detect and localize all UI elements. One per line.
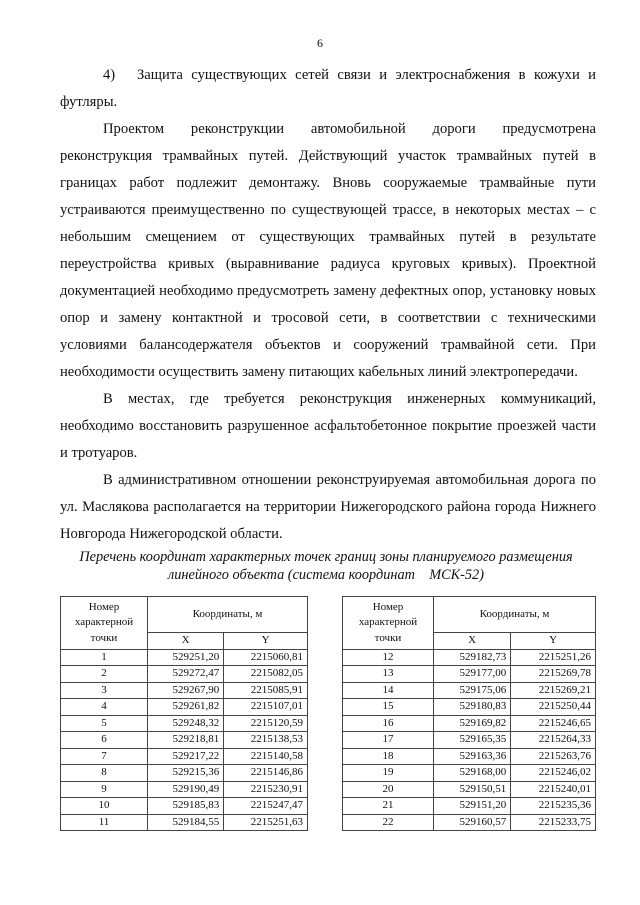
header-coords: Координаты, м [434,597,596,633]
y-coordinate-cell: 2215251,63 [224,814,308,831]
y-coordinate-cell: 2215060,81 [224,649,308,666]
y-coordinate-cell: 2215246,02 [511,765,596,782]
y-coordinate-cell: 2215264,33 [511,732,596,749]
table-row [343,699,596,716]
list-item-paragraph [60,62,596,116]
table-row [61,649,308,666]
point-number-cell: 17 [343,732,434,749]
point-number-cell: 7 [61,748,148,765]
y-coordinate-cell: 2215269,78 [511,666,596,683]
list-item-number: 4) [103,67,116,83]
x-coordinate-cell: 529163,36 [434,748,511,765]
point-number-cell: 3 [61,682,148,699]
y-coordinate-cell: 2215269,21 [511,682,596,699]
point-number-cell: 6 [61,732,148,749]
x-coordinate-cell: 529217,22 [148,748,224,765]
y-coordinate-cell: 2215247,47 [224,798,308,815]
table-row [343,666,596,683]
y-coordinate-cell: 2215233,75 [511,814,596,831]
x-coordinate-cell: 529175,06 [434,682,511,699]
x-coordinate-cell: 529182,73 [434,649,511,666]
point-number-cell: 15 [343,699,434,716]
point-number-cell: 11 [61,814,148,831]
x-coordinate-cell: 529165,35 [434,732,511,749]
point-number-cell: 5 [61,715,148,732]
x-coordinate-cell: 529215,36 [148,765,224,782]
point-number-cell: 2 [61,666,148,683]
y-coordinate-cell: 2215263,76 [511,748,596,765]
y-coordinate-cell: 2215235,36 [511,798,596,815]
point-number-cell: 19 [343,765,434,782]
table-row [61,765,308,782]
table-row [343,715,596,732]
x-coordinate-cell: 529177,00 [434,666,511,683]
table-row [61,666,308,683]
table-caption-line: Перечень координат характерных точек границ зоны планируемого размещения [79,549,573,565]
x-coordinate-cell: 529190,49 [148,781,224,798]
y-coordinate-cell: 2215250,44 [511,699,596,716]
table-row [61,814,308,831]
y-coordinate-cell: 2215082,05 [224,666,308,683]
y-coordinate-cell: 2215240,01 [511,781,596,798]
header-x: X [148,633,224,650]
point-number-cell: 22 [343,814,434,831]
coordinates-table-left [60,596,308,831]
page-number: 6 [317,36,323,50]
x-coordinate-cell: 529160,57 [434,814,511,831]
header-y: Y [511,633,596,650]
x-coordinate-cell: 529150,51 [434,781,511,798]
x-coordinate-cell: 529267,90 [148,682,224,699]
header-y: Y [224,633,308,650]
x-coordinate-cell: 529168,00 [434,765,511,782]
y-coordinate-cell: 2215120,59 [224,715,308,732]
y-coordinate-cell: 2215251,26 [511,649,596,666]
table-row [61,682,308,699]
table-row [343,765,596,782]
point-number-cell: 21 [343,798,434,815]
table-row [343,732,596,749]
coordinates-table-right [342,596,596,831]
point-number-cell: 14 [343,682,434,699]
paragraph: В местах, где требуется реконструкция инженерных коммуникаций, необходимо восстановить разрушенное асфальтобетонное покрытие проезжей части и тротуаров. [60,391,596,461]
y-coordinate-cell: 2215246,65 [511,715,596,732]
table-row [343,798,596,815]
table-caption [56,548,596,584]
table-row [343,649,596,666]
x-coordinate-cell: 529272,47 [148,666,224,683]
y-coordinate-cell: 2215140,58 [224,748,308,765]
point-number-cell: 10 [61,798,148,815]
header-coords: Координаты, м [148,597,308,633]
x-coordinate-cell: 529151,20 [434,798,511,815]
table-row [61,748,308,765]
y-coordinate-cell: 2215138,53 [224,732,308,749]
x-coordinate-cell: 529180,83 [434,699,511,716]
point-number-cell: 9 [61,781,148,798]
x-coordinate-cell: 529184,55 [148,814,224,831]
point-number-cell: 20 [343,781,434,798]
point-number-cell: 12 [343,649,434,666]
table-row [343,682,596,699]
x-coordinate-cell: 529261,82 [148,699,224,716]
table-row [343,814,596,831]
paragraph: В административном отношении реконструируемая автомобильная дорога по ул. Маслякова располагается на территории Нижегородского района города Нижнего Новгорода Нижегородской области. [60,472,596,542]
header-x: X [434,633,511,650]
y-coordinate-cell: 2215107,01 [224,699,308,716]
table-row [343,748,596,765]
header-point: Номер характерной точки [61,597,148,650]
x-coordinate-cell: 529248,32 [148,715,224,732]
x-coordinate-cell: 529169,82 [434,715,511,732]
x-coordinate-cell: 529185,83 [148,798,224,815]
point-number-cell: 16 [343,715,434,732]
x-coordinate-cell: 529251,20 [148,649,224,666]
y-coordinate-cell: 2215085,91 [224,682,308,699]
point-number-cell: 13 [343,666,434,683]
point-number-cell: 18 [343,748,434,765]
paragraph-text: Защита существующих сетей связи и электроснабжения в кожухи и футляры. [60,67,596,110]
table-row [61,781,308,798]
table-caption-line: линейного объекта (система координат МСК-52) [168,567,484,583]
table-row [61,732,308,749]
table-row [61,715,308,732]
header-point: Номер характерной точки [343,597,434,650]
table-row [343,781,596,798]
y-coordinate-cell: 2215230,91 [224,781,308,798]
point-number-cell: 4 [61,699,148,716]
body-text [60,62,596,548]
point-number-cell: 1 [61,649,148,666]
x-coordinate-cell: 529218,81 [148,732,224,749]
table-row [61,798,308,815]
paragraph: Проектом реконструкции автомобильной дороги предусмотрена реконструкция трамвайных путей. Действующий участок трамвайных путей в границах работ подлежит демонтажу. Вновь сооружаемые трамвайные пути устраиваются преимущественно по существующей трассе, в некоторых местах – с небольшим смещением от существующих трамвайных путей в результате переустройства кривых (выравнивание радиуса круговых кривых). Проектной документацией необходимо предусмотреть замену дефектных опор, установку новых опор и замену контактной и тросовой сети, в соответствии с техническими условиями балансодержателя объектов и сооружений трамвайной сети. При необходимости осуществить замену питающих кабельных линий электропередачи. [60,121,596,380]
point-number-cell: 8 [61,765,148,782]
table-row [61,699,308,716]
y-coordinate-cell: 2215146,86 [224,765,308,782]
